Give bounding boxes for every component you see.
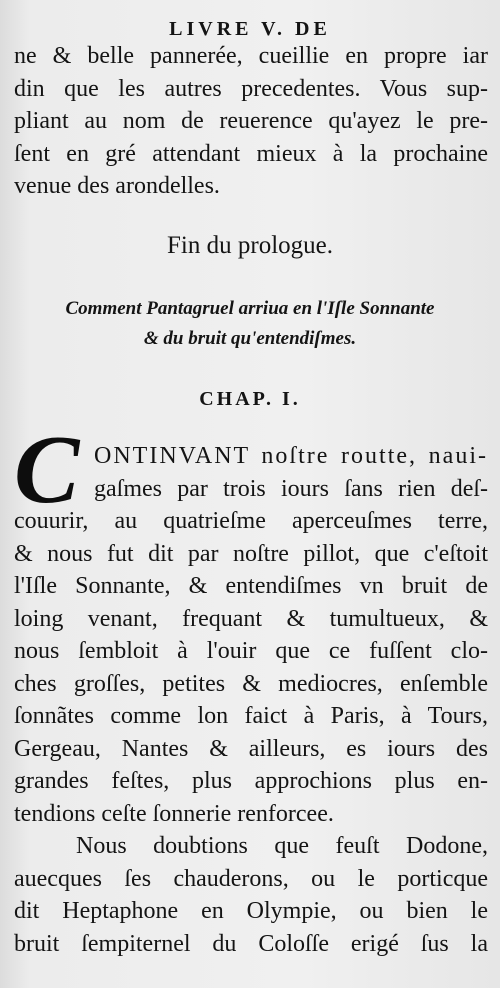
prologue-paragraph xyxy=(14,40,488,203)
chapter-title-line: Comment Pantagruel arriua en l'Iſle Sonnante xyxy=(65,298,435,319)
text-line: ſent en gré attendant mieux à la prochaine xyxy=(14,140,488,167)
chapter-body-paragraph xyxy=(14,440,488,960)
text-line: Nous doubtions que feuſt Dodone, xyxy=(76,833,488,859)
text-line: l'Iſle Sonnante, & entendiſmes vn bruit de xyxy=(14,573,488,599)
text-line: ne & belle pannerée, cueillie en propre iar xyxy=(14,43,488,69)
chapter-title xyxy=(0,294,500,354)
text-line: ches groſſes, petites & mediocres, enſemble xyxy=(14,670,488,697)
text-line: gaſmes par trois iours ſans rien deſ- xyxy=(94,475,488,502)
text-line: bruit ſempiternel du Coloſſe erigé ſus la xyxy=(14,930,488,957)
text-line: nous ſembloit à l'ouir que ce fuſſent clo- xyxy=(14,638,488,664)
text-line: grandes feſtes, plus approchions plus en- xyxy=(14,768,488,794)
text-line: auecques ſes chauderons, ou le porticque xyxy=(14,865,488,892)
text-line: ſonnãtes comme lon faict à Paris, à Tours, xyxy=(14,703,488,729)
text-line: ONTINVANT noſtre routte, naui- xyxy=(94,443,488,469)
text-line: dit Heptaphone en Olympie, ou bien le xyxy=(14,898,488,924)
text-line: pliant au nom de reuerence qu'ayez le pre- xyxy=(14,108,488,134)
text-line: tendions ceſte ſonnerie renforcee. xyxy=(14,800,334,827)
text-line: couurir, au quatrieſme aperceuſmes terre, xyxy=(14,508,488,534)
running-header: LIVRE V. DE xyxy=(169,18,331,40)
text-line: & nous fut dit par noſtre pillot, que c'eſtoit xyxy=(14,540,488,567)
text-line: din que les autres precedentes. Vous sup- xyxy=(14,75,488,102)
drop-capital: C xyxy=(14,416,80,524)
text-line: Gergeau, Nantes & ailleurs, es iours des xyxy=(14,735,488,762)
chapter-title-line: & du bruit qu'entendiſmes. xyxy=(143,328,357,349)
chapter-number: CHAP. I. xyxy=(199,388,301,410)
prologue-end-heading: Fin du prologue. xyxy=(167,232,333,259)
text-line: loing venant, frequant & tumultueux, & xyxy=(14,605,488,632)
text-line: venue des arondelles. xyxy=(14,173,220,199)
